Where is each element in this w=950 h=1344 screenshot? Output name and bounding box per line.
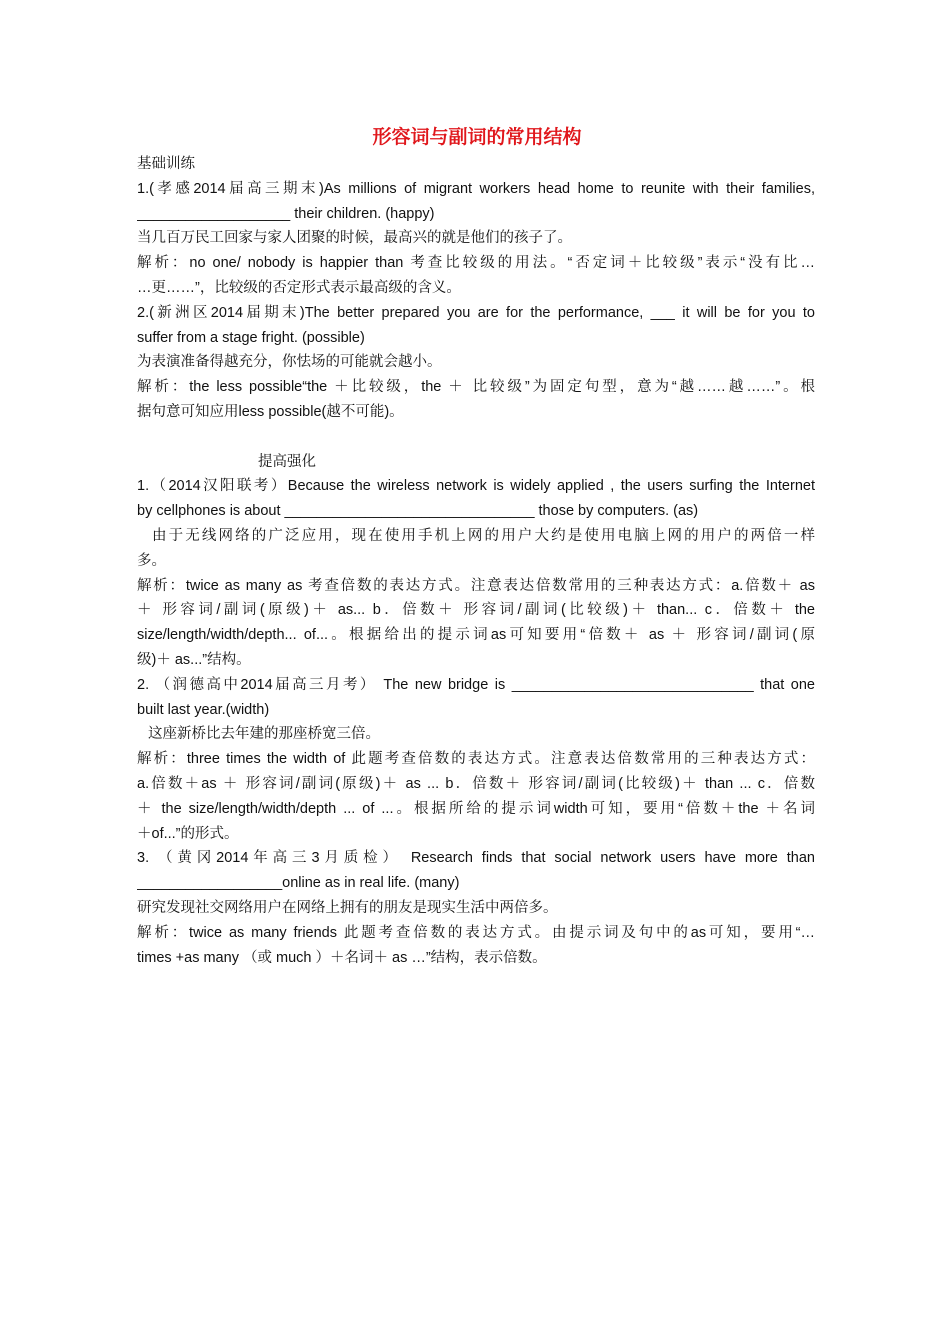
analysis-text: 解析：twice as many friends 此题考查倍数的表达方式。由提示词及句中的as可知，要用“…	[137, 924, 815, 941]
analysis-text: 解析：twice as many as 考查倍数的表达方式。注意表达倍数常用的三种表达方式：a.倍数＋ as	[137, 577, 815, 594]
analysis-text: 解析：the less possible“the ＋比较级，the ＋ 比较级”为固定句型，意为“越……越……”。根	[137, 379, 815, 396]
section-heading-advanced: 提高强化	[258, 453, 316, 470]
question-text: built last year.(width)	[137, 701, 270, 718]
translation-text: 这座新桥比去年建的那座桥宽三倍。	[148, 726, 380, 743]
spacer	[137, 425, 815, 450]
translation-text: 多。	[137, 552, 166, 569]
question-text: __________________online as in real life. (many)	[137, 875, 460, 892]
question-text: 2. （润德高中2014届高三月考） The new bridge is ______________________________ that one	[137, 676, 815, 693]
document-page	[137, 118, 815, 970]
analysis-text: 解析：three times the width of 此题考查倍数的表达方式。注意表达倍数常用的三种表达方式：	[137, 751, 815, 768]
question-text: 3. （黄冈2014年高三3月质检） Research finds that social network users have more than	[137, 850, 815, 867]
question-text: 2.(新洲区2014届期末)The better prepared you are for the performance, ___ it will be for you to	[137, 304, 815, 321]
analysis-text: size/length/width/depth... of...。根据给出的提示词as可知要用“倍数＋ as ＋ 形容词/副词(原	[137, 627, 815, 644]
analysis-text: ＋of...”的形式。	[137, 825, 239, 842]
analysis-text: a.倍数＋as ＋ 形容词/副词(原级)＋ as ... b．倍数＋ 形容词/副词(比较级)＋ than ... c．倍数	[137, 775, 815, 792]
document-title: 形容词与副词的常用结构	[372, 126, 582, 148]
analysis-text: 据句意可知应用less possible(越不可能)。	[137, 403, 404, 420]
question-text: suffer from a stage fright. (possible)	[137, 329, 365, 346]
question-text: 1.（2014汉阳联考）Because the wireless network is widely applied , the users surfing the Internet	[137, 478, 815, 495]
translation-text: 当几百万民工回家与家人团聚的时候，最高兴的就是他们的孩子了。	[137, 230, 572, 247]
analysis-text: ＋ the size/length/width/depth ... of ...。根据所给的提示词width可知，要用“倍数＋the ＋名词	[137, 800, 815, 817]
translation-text: 为表演准备得越充分，你怯场的可能就会越小。	[137, 354, 442, 371]
question-text: 1.(孝感2014届高三期末)As millions of migrant workers head home to reunite with their families,	[137, 180, 815, 197]
section-heading-basic: 基础训练	[137, 156, 195, 172]
analysis-text: …更……”，比较级的否定形式表示最高级的含义。	[137, 279, 461, 296]
analysis-text: times +as many （或 much ）＋名词＋ as …”结构，表示倍数。	[137, 949, 547, 966]
translation-text: 由于无线网络的广泛应用，现在使用手机上网的用户大约是使用电脑上网的用户的两倍一样	[152, 527, 815, 544]
translation-text: 研究发现社交网络用户在网络上拥有的朋友是现实生活中两倍多。	[137, 899, 558, 916]
question-text: by cellphones is about _______________________________ those by computers. (as)	[137, 503, 699, 520]
analysis-text: 解析：no one/ nobody is happier than 考查比较级的用法。“否定词＋比较级”表示“没有比…	[137, 255, 815, 272]
question-text: ___________________ their children. (happy)	[137, 205, 435, 222]
analysis-text: ＋ 形容词/副词(原级)＋ as... b．倍数＋ 形容词/副词(比较级)＋ than... c．倍数＋ the	[137, 602, 815, 619]
analysis-text: 级)＋ as...”结构。	[137, 651, 251, 668]
